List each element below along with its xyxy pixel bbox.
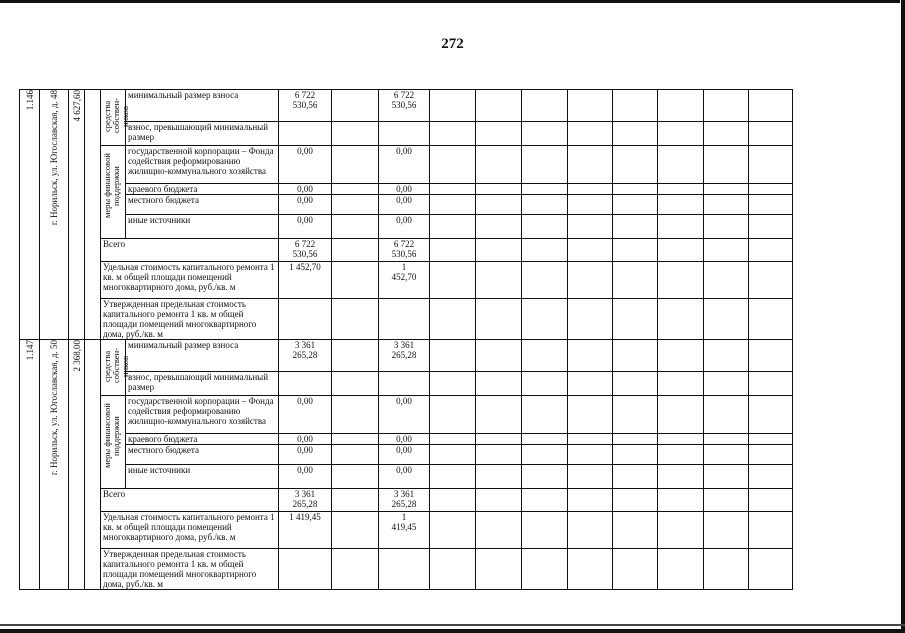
- value-cell: 0,00: [379, 434, 430, 445]
- value-cell: 3 361 265,28: [279, 489, 332, 512]
- empty-cell: [658, 372, 704, 396]
- empty-cell: [568, 489, 613, 512]
- empty-cell: [522, 465, 568, 489]
- empty-cell: [613, 372, 658, 396]
- empty-cell: [430, 372, 476, 396]
- value-cell: 6 722 530,56: [379, 90, 430, 122]
- empty-cell: [332, 434, 379, 445]
- empty-cell: [613, 90, 658, 122]
- empty-cell: [430, 396, 476, 434]
- table-row: [20, 146, 793, 184]
- empty-cell: [658, 489, 704, 512]
- empty-cell: [658, 549, 704, 590]
- empty-cell: [704, 299, 749, 340]
- empty-cell: [430, 445, 476, 465]
- empty-cell: [522, 299, 568, 340]
- empty-cell: [613, 489, 658, 512]
- empty-cell: [749, 262, 793, 299]
- empty-cell: [332, 372, 379, 396]
- empty-cell: [430, 239, 476, 262]
- empty-cell: [568, 396, 613, 434]
- empty-cell: [749, 90, 793, 122]
- empty-cell: [430, 549, 476, 590]
- row-label: иные источники: [126, 215, 279, 239]
- value-cell: 0,00: [379, 465, 430, 489]
- value-cell: 1 452,70: [379, 262, 430, 299]
- value-cell: [379, 122, 430, 146]
- row-label: взнос, превышающий минимальный размер: [126, 372, 279, 396]
- empty-cell: [430, 512, 476, 549]
- empty-cell: [704, 549, 749, 590]
- value-cell: 1 419,45: [379, 512, 430, 549]
- empty-cell: [332, 299, 379, 340]
- value-cell: 0,00: [279, 396, 332, 434]
- empty-cell: [749, 489, 793, 512]
- group-owners-funds: средства собствен-ников: [101, 340, 126, 396]
- scan-border-right: [901, 0, 905, 633]
- empty-cell: [749, 299, 793, 340]
- empty-cell: [658, 396, 704, 434]
- empty-cell: [476, 489, 522, 512]
- value-cell: [279, 372, 332, 396]
- area: 2 368,00: [69, 340, 85, 590]
- empty-cell: [476, 195, 522, 215]
- table-row: [20, 262, 793, 299]
- table-row: [20, 372, 793, 396]
- value-cell: 6 722 530,56: [279, 239, 332, 262]
- empty-cell: [749, 122, 793, 146]
- value-cell: 0,00: [279, 434, 332, 445]
- group-financial-support: меры финансовой поддержки: [101, 396, 126, 489]
- row-label: Всего: [101, 489, 279, 512]
- value-cell: 3 361 265,28: [379, 340, 430, 372]
- value-cell: 0,00: [379, 215, 430, 239]
- table-row: [20, 195, 793, 215]
- table-row: [20, 489, 793, 512]
- row-label: Удельная стоимость капитального ремонта 1 кв. м общей площади помещений многоквартирного дома, руб./кв. м: [101, 512, 279, 549]
- value-cell: [379, 549, 430, 590]
- empty-cell: [476, 465, 522, 489]
- empty-cell: [332, 239, 379, 262]
- empty-cell: [749, 215, 793, 239]
- table-row: [20, 340, 793, 372]
- empty-cell: [522, 434, 568, 445]
- empty-cell: [430, 434, 476, 445]
- empty-cell: [332, 489, 379, 512]
- row-label: краевого бюджета: [126, 434, 279, 445]
- empty-cell: [658, 195, 704, 215]
- empty-cell: [613, 122, 658, 146]
- empty-cell: [749, 372, 793, 396]
- row-label: Утвержденная предельная стоимость капитального ремонта 1 кв. м общей площади помещений многоквартирного дома, руб./кв. м: [101, 299, 279, 340]
- empty-cell: [568, 90, 613, 122]
- empty-cell: [658, 262, 704, 299]
- row-label: государственной корпорации – Фонда содействия реформированию жилищно-коммунального хозяйства: [126, 146, 279, 184]
- value-cell: 0,00: [379, 396, 430, 434]
- empty-cell: [522, 239, 568, 262]
- empty-cell: [568, 239, 613, 262]
- empty-cell: [568, 215, 613, 239]
- capital-repair-table: [19, 89, 793, 590]
- value-cell: 6 722 530,56: [279, 90, 332, 122]
- empty-cell: [332, 549, 379, 590]
- empty-cell: [749, 146, 793, 184]
- empty-cell: [568, 195, 613, 215]
- empty-cell: [749, 434, 793, 445]
- empty-cell: [522, 445, 568, 465]
- value-cell: 3 361 265,28: [379, 489, 430, 512]
- empty-cell: [522, 340, 568, 372]
- empty-cell: [613, 465, 658, 489]
- row-label: местного бюджета: [126, 195, 279, 215]
- table-row: [20, 434, 793, 445]
- table-row: [20, 90, 793, 122]
- empty-cell: [704, 146, 749, 184]
- empty-cell: [568, 465, 613, 489]
- value-cell: 0,00: [279, 445, 332, 465]
- empty-cell: [658, 122, 704, 146]
- table-row: [20, 396, 793, 434]
- empty-cell: [613, 512, 658, 549]
- table-row: [20, 239, 793, 262]
- value-cell: 0,00: [379, 184, 430, 195]
- row-label: минимальный размер взноса: [126, 90, 279, 122]
- empty-cell: [430, 340, 476, 372]
- empty-cell: [332, 340, 379, 372]
- empty-cell: [704, 512, 749, 549]
- value-cell: 0,00: [279, 215, 332, 239]
- empty-cell: [658, 445, 704, 465]
- empty-cell: [476, 372, 522, 396]
- empty-cell: [658, 215, 704, 239]
- empty-cell: [704, 122, 749, 146]
- empty-cell: [704, 396, 749, 434]
- empty-cell: [658, 90, 704, 122]
- table-row: [20, 184, 793, 195]
- empty-cell: [568, 122, 613, 146]
- empty-cell: [430, 195, 476, 215]
- empty-cell: [613, 215, 658, 239]
- address: г. Норильск, ул. Югославская, д. 48: [40, 90, 69, 340]
- value-cell: 6 722 530,56: [379, 239, 430, 262]
- empty-cell: [658, 146, 704, 184]
- row-label: Всего: [101, 239, 279, 262]
- empty-cell: [613, 195, 658, 215]
- empty-cell: [568, 434, 613, 445]
- empty-cell: [430, 122, 476, 146]
- value-cell: [279, 299, 332, 340]
- value-cell: [379, 299, 430, 340]
- empty-cell: [476, 239, 522, 262]
- empty-cell: [476, 184, 522, 195]
- empty-cell: [613, 184, 658, 195]
- empty-cell: [658, 434, 704, 445]
- empty-cell: [522, 146, 568, 184]
- table-row: [20, 465, 793, 489]
- empty-cell: [332, 465, 379, 489]
- empty-cell: [568, 372, 613, 396]
- empty-cell: [522, 512, 568, 549]
- empty-cell: [476, 215, 522, 239]
- page-number: 272: [441, 36, 464, 52]
- empty-cell: [749, 340, 793, 372]
- value-cell: 3 361 265,28: [279, 340, 332, 372]
- empty-cell: [332, 195, 379, 215]
- empty-cell: [613, 549, 658, 590]
- group-owners-funds: средства собствен-ников: [101, 90, 126, 146]
- empty-cell: [522, 215, 568, 239]
- empty-cell: [613, 262, 658, 299]
- value-cell: 0,00: [379, 195, 430, 215]
- empty-cell: [658, 465, 704, 489]
- row-id: 1.146: [20, 90, 40, 340]
- empty-cell: [430, 465, 476, 489]
- empty-cell: [332, 146, 379, 184]
- empty-cell: [613, 340, 658, 372]
- empty-cell: [430, 90, 476, 122]
- empty-cell: [332, 184, 379, 195]
- empty-cell: [749, 549, 793, 590]
- empty-cell: [332, 512, 379, 549]
- value-cell: 0,00: [379, 146, 430, 184]
- empty-cell: [704, 434, 749, 445]
- empty-cell: [476, 90, 522, 122]
- empty-cell: [749, 445, 793, 465]
- empty-cell: [476, 434, 522, 445]
- empty-cell: [613, 396, 658, 434]
- empty-cell: [613, 239, 658, 262]
- value-cell: 1 452,70: [279, 262, 332, 299]
- empty-cell: [476, 340, 522, 372]
- empty-cell: [430, 146, 476, 184]
- table-row: [20, 549, 793, 590]
- empty-cell: [476, 549, 522, 590]
- empty-cell: [749, 465, 793, 489]
- empty-cell: [568, 299, 613, 340]
- empty-cell: [522, 372, 568, 396]
- row-label: Утвержденная предельная стоимость капитального ремонта 1 кв. м общей площади помещений многоквартирного дома, руб./кв. м: [101, 549, 279, 590]
- empty-cell: [476, 122, 522, 146]
- address: г. Норильск, ул. Югославская, д. 50: [40, 340, 69, 590]
- empty-cell: [430, 299, 476, 340]
- empty-cell: [476, 445, 522, 465]
- value-cell: [379, 372, 430, 396]
- empty-cell: [704, 465, 749, 489]
- empty-cell: [332, 445, 379, 465]
- empty-cell: [704, 340, 749, 372]
- empty-cell: [704, 215, 749, 239]
- value-cell: 0,00: [279, 146, 332, 184]
- empty-cell: [430, 184, 476, 195]
- empty-cell: [704, 195, 749, 215]
- area: 4 627,60: [69, 90, 85, 340]
- empty-cell: [704, 239, 749, 262]
- empty-cell: [522, 396, 568, 434]
- empty-cell: [522, 184, 568, 195]
- value-cell: [279, 549, 332, 590]
- scan-border-top: [0, 0, 900, 3]
- empty-cell: [476, 299, 522, 340]
- value-cell: 0,00: [279, 465, 332, 489]
- spacer-column: [85, 90, 101, 340]
- empty-cell: [749, 512, 793, 549]
- empty-cell: [704, 262, 749, 299]
- empty-cell: [476, 512, 522, 549]
- empty-cell: [522, 262, 568, 299]
- empty-cell: [749, 239, 793, 262]
- empty-cell: [658, 184, 704, 195]
- empty-cell: [658, 239, 704, 262]
- value-cell: 1 419,45: [279, 512, 332, 549]
- table-row: [20, 445, 793, 465]
- empty-cell: [613, 445, 658, 465]
- empty-cell: [658, 340, 704, 372]
- empty-cell: [430, 215, 476, 239]
- row-label: государственной корпорации – Фонда содействия реформированию жилищно-коммунального хозяйства: [126, 396, 279, 434]
- row-label: краевого бюджета: [126, 184, 279, 195]
- empty-cell: [522, 195, 568, 215]
- empty-cell: [430, 262, 476, 299]
- empty-cell: [476, 262, 522, 299]
- row-id: 1.147: [20, 340, 40, 590]
- empty-cell: [749, 195, 793, 215]
- empty-cell: [613, 146, 658, 184]
- row-label: иные источники: [126, 465, 279, 489]
- empty-cell: [704, 489, 749, 512]
- empty-cell: [568, 512, 613, 549]
- table-row: [20, 122, 793, 146]
- empty-cell: [704, 184, 749, 195]
- empty-cell: [568, 184, 613, 195]
- empty-cell: [522, 122, 568, 146]
- empty-cell: [332, 122, 379, 146]
- empty-cell: [704, 90, 749, 122]
- empty-cell: [749, 184, 793, 195]
- row-label: Удельная стоимость капитального ремонта 1 кв. м общей площади помещений многоквартирного дома, руб./кв. м: [101, 262, 279, 299]
- value-cell: [279, 122, 332, 146]
- empty-cell: [430, 489, 476, 512]
- empty-cell: [522, 90, 568, 122]
- empty-cell: [658, 512, 704, 549]
- row-label: местного бюджета: [126, 445, 279, 465]
- empty-cell: [704, 445, 749, 465]
- empty-cell: [749, 396, 793, 434]
- empty-cell: [658, 299, 704, 340]
- value-cell: 0,00: [279, 184, 332, 195]
- empty-cell: [332, 396, 379, 434]
- row-label: взнос, превышающий минимальный размер: [126, 122, 279, 146]
- spacer-column: [85, 340, 101, 590]
- empty-cell: [568, 340, 613, 372]
- empty-cell: [476, 146, 522, 184]
- value-cell: 0,00: [379, 445, 430, 465]
- scan-border-bottom: [0, 629, 905, 633]
- group-financial-support: меры финансовой поддержки: [101, 146, 126, 239]
- scan-border-bottom-thin: [0, 624, 905, 626]
- empty-cell: [332, 90, 379, 122]
- value-cell: 0,00: [279, 195, 332, 215]
- table-row: [20, 215, 793, 239]
- table-row: [20, 299, 793, 340]
- empty-cell: [568, 549, 613, 590]
- empty-cell: [613, 299, 658, 340]
- empty-cell: [568, 445, 613, 465]
- empty-cell: [522, 549, 568, 590]
- empty-cell: [704, 372, 749, 396]
- empty-cell: [568, 262, 613, 299]
- empty-cell: [522, 489, 568, 512]
- empty-cell: [332, 215, 379, 239]
- empty-cell: [332, 262, 379, 299]
- empty-cell: [568, 146, 613, 184]
- empty-cell: [613, 434, 658, 445]
- row-label: минимальный размер взноса: [126, 340, 279, 372]
- empty-cell: [476, 396, 522, 434]
- table-row: [20, 512, 793, 549]
